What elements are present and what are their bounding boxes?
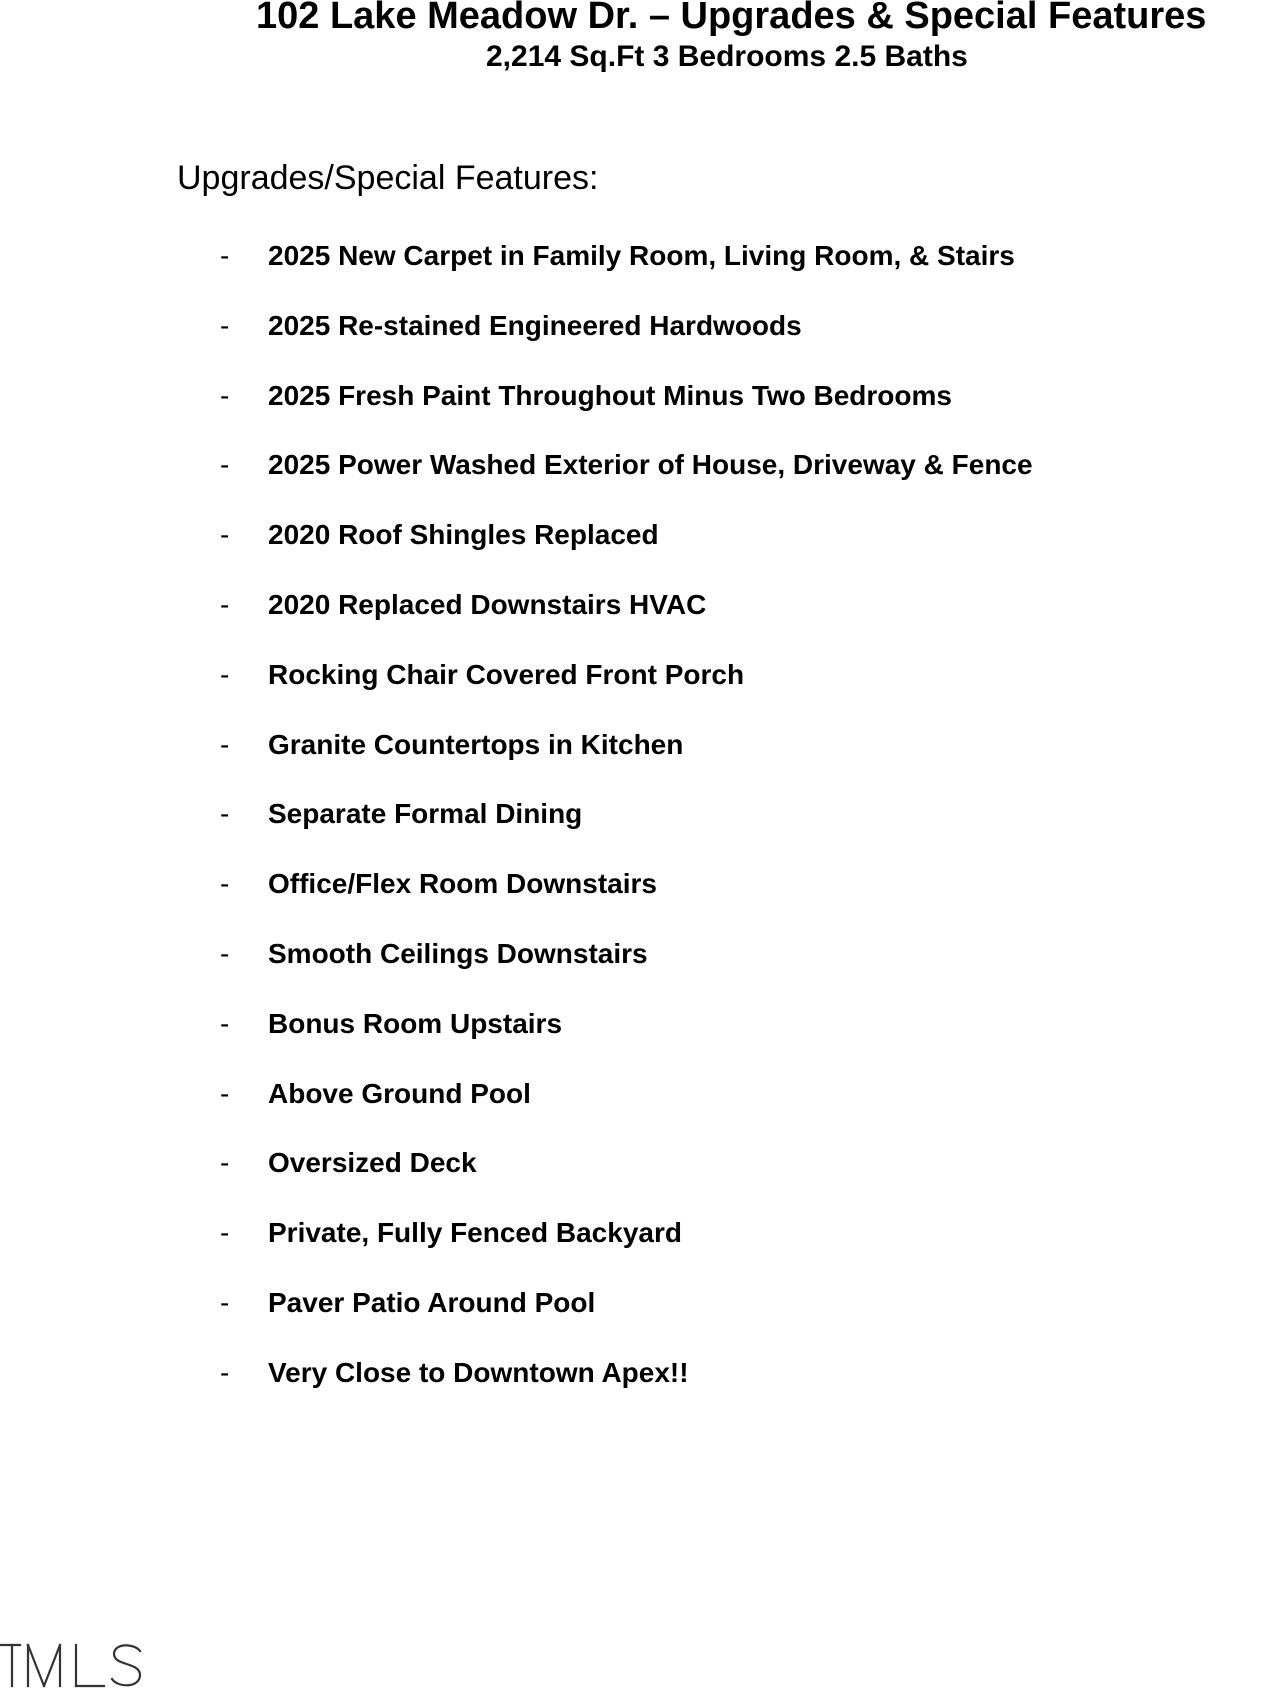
list-item [220, 1006, 1033, 1076]
features-list [220, 238, 1033, 1425]
bullet-dash: - [220, 588, 230, 620]
bullet-dash: - [220, 1217, 230, 1249]
list-item [220, 378, 1033, 448]
list-item [220, 447, 1033, 517]
feature-text: Oversized Deck [268, 1147, 477, 1179]
list-item [220, 1215, 1033, 1285]
list-item [220, 1076, 1033, 1146]
bullet-dash: - [220, 240, 230, 271]
property-summary: 2,214 Sq.Ft 3 Bedrooms 2.5 Baths [486, 40, 968, 73]
section-heading: Upgrades/Special Features: [177, 159, 599, 197]
feature-text: Rocking Chair Covered Front Porch [268, 658, 745, 690]
page-title: 102 Lake Meadow Dr. – Upgrades & Special Features [256, 0, 1207, 37]
list-item [220, 308, 1033, 378]
bullet-dash: - [220, 449, 230, 481]
bullet-dash: - [220, 868, 230, 900]
feature-text: 2025 Re-stained Engineered Hardwoods [268, 309, 802, 341]
feature-text: Separate Formal Dining [268, 798, 583, 830]
bullet-dash: - [220, 1077, 230, 1109]
bullet-dash: - [220, 1147, 230, 1179]
feature-text: Above Ground Pool [268, 1077, 531, 1109]
feature-text: Office/Flex Room Downstairs [268, 868, 657, 900]
bullet-dash: - [220, 519, 230, 551]
list-item [220, 727, 1033, 797]
feature-text: 2025 Fresh Paint Throughout Minus Two Bedrooms [268, 379, 952, 411]
bullet-dash: - [220, 937, 230, 969]
feature-text: Bonus Room Upstairs [268, 1007, 563, 1039]
bullet-dash: - [220, 379, 230, 411]
bullet-dash: - [220, 1007, 230, 1039]
bullet-dash: - [220, 1286, 230, 1318]
feature-text: Paver Patio Around Pool [268, 1286, 596, 1318]
list-item [220, 936, 1033, 1006]
feature-text: 2020 Replaced Downstairs HVAC [268, 588, 707, 620]
bullet-dash: - [220, 728, 230, 760]
feature-text: Smooth Ceilings Downstairs [268, 937, 648, 969]
list-item [220, 1285, 1033, 1355]
list-item [220, 517, 1033, 587]
list-item [220, 796, 1033, 866]
feature-text: Very Close to Downtown Apex!! [268, 1356, 689, 1388]
feature-text: Granite Countertops in Kitchen [268, 728, 684, 760]
tmls-logo-icon [0, 1642, 145, 1688]
feature-text: Private, Fully Fenced Backyard [268, 1217, 682, 1249]
feature-text: 2025 Power Washed Exterior of House, Driveway & Fence [268, 449, 1033, 481]
list-item [220, 1145, 1033, 1215]
bullet-dash: - [220, 798, 230, 830]
list-item [220, 587, 1033, 657]
bullet-dash: - [220, 309, 230, 341]
list-item [220, 1355, 1033, 1425]
feature-text: 2020 Roof Shingles Replaced [268, 519, 659, 551]
list-item [220, 657, 1033, 727]
list-item [220, 238, 1033, 308]
bullet-dash: - [220, 1356, 230, 1388]
list-item [220, 866, 1033, 936]
feature-text: 2025 New Carpet in Family Room, Living Room, & Stairs [268, 240, 1015, 271]
bullet-dash: - [220, 658, 230, 690]
